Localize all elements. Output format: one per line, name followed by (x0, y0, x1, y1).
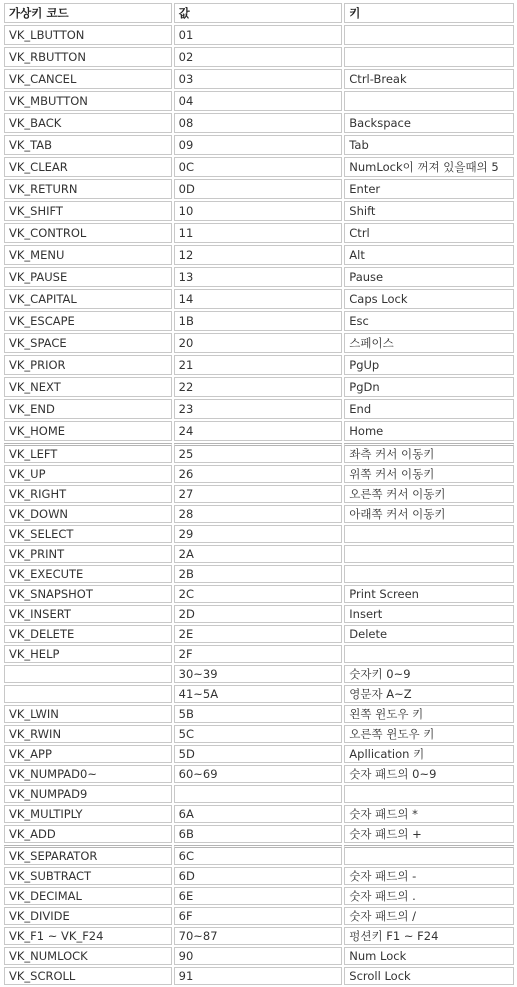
cell-key: PgDn (344, 377, 514, 397)
cell-value: 6F (174, 907, 343, 925)
cell-value: 2B (174, 565, 343, 583)
cell-value: 2F (174, 645, 343, 663)
cell-key: 숫자 패드의 . (344, 887, 514, 905)
cell-key: 숫자 패드의 / (344, 907, 514, 925)
cell-key (344, 565, 514, 583)
cell-value: 2C (174, 585, 343, 603)
table-row (4, 685, 514, 703)
table-row (4, 289, 514, 309)
table-row (4, 947, 514, 965)
table-row (4, 887, 514, 905)
header-value: 값 (174, 3, 343, 23)
cell-value: 30~39 (174, 665, 343, 683)
table-row (4, 355, 514, 375)
cell-virtual-key-code: VK_MBUTTON (4, 91, 172, 111)
cell-key: Apllication 키 (344, 745, 514, 763)
cell-virtual-key-code: VK_APP (4, 745, 172, 763)
cell-key: 펑션키 F1 ~ F24 (344, 927, 514, 945)
cell-key (344, 645, 514, 663)
cell-key: Backspace (344, 113, 514, 133)
virtual-key-table (2, 1, 516, 987)
cell-key: 스페이스 (344, 333, 514, 353)
table-row (4, 333, 514, 353)
table-row (4, 525, 514, 543)
cell-virtual-key-code: VK_EXECUTE (4, 565, 172, 583)
cell-virtual-key-code: VK_F1 ~ VK_F24 (4, 927, 172, 945)
cell-virtual-key-code: VK_SHIFT (4, 201, 172, 221)
cell-key: Print Screen (344, 585, 514, 603)
cell-virtual-key-code: VK_SELECT (4, 525, 172, 543)
cell-key (344, 25, 514, 45)
cell-key (344, 525, 514, 543)
cell-value: 0D (174, 179, 343, 199)
cell-value: 60~69 (174, 765, 343, 783)
cell-virtual-key-code: VK_SEPARATOR (4, 845, 172, 865)
cell-virtual-key-code (4, 685, 172, 703)
cell-value: 01 (174, 25, 343, 45)
table-row (4, 91, 514, 111)
cell-value: 12 (174, 245, 343, 265)
cell-key: 영문자 A~Z (344, 685, 514, 703)
cell-value: 22 (174, 377, 343, 397)
cell-key: Pause (344, 267, 514, 287)
cell-key: Caps Lock (344, 289, 514, 309)
cell-virtual-key-code: VK_CLEAR (4, 157, 172, 177)
cell-value: 23 (174, 399, 343, 419)
cell-value: 03 (174, 69, 343, 89)
cell-virtual-key-code: VK_RIGHT (4, 485, 172, 503)
cell-virtual-key-code: VK_SUBTRACT (4, 867, 172, 885)
table-row (4, 267, 514, 287)
cell-virtual-key-code: VK_NUMPAD0~ (4, 765, 172, 783)
cell-value: 6D (174, 867, 343, 885)
cell-key: Scroll Lock (344, 967, 514, 985)
table-row (4, 399, 514, 419)
cell-value: 6A (174, 805, 343, 823)
cell-value: 90 (174, 947, 343, 965)
cell-virtual-key-code: VK_CANCEL (4, 69, 172, 89)
table-row (4, 465, 514, 483)
cell-value: 70~87 (174, 927, 343, 945)
table-row (4, 785, 514, 803)
cell-value: 6E (174, 887, 343, 905)
cell-value: 25 (174, 443, 343, 463)
cell-key (344, 845, 514, 865)
cell-virtual-key-code: VK_PAUSE (4, 267, 172, 287)
cell-value: 0C (174, 157, 343, 177)
cell-key: 위쪽 커서 이동키 (344, 465, 514, 483)
cell-value (174, 785, 343, 803)
cell-key: 아래쪽 커서 이동키 (344, 505, 514, 523)
cell-virtual-key-code: VK_NUMPAD9 (4, 785, 172, 803)
cell-virtual-key-code: VK_NEXT (4, 377, 172, 397)
cell-key: Shift (344, 201, 514, 221)
table-row (4, 765, 514, 783)
table-body (4, 25, 514, 985)
table-row (4, 443, 514, 463)
table-row (4, 157, 514, 177)
cell-key: 숫자키 0~9 (344, 665, 514, 683)
cell-virtual-key-code: VK_RWIN (4, 725, 172, 743)
cell-key: Enter (344, 179, 514, 199)
cell-value: 5D (174, 745, 343, 763)
cell-key: NumLock이 꺼져 있을때의 5 (344, 157, 514, 177)
table-row (4, 645, 514, 663)
cell-key (344, 91, 514, 111)
cell-value: 21 (174, 355, 343, 375)
cell-virtual-key-code: VK_INSERT (4, 605, 172, 623)
cell-key: 좌측 커서 이동키 (344, 443, 514, 463)
cell-key: Alt (344, 245, 514, 265)
cell-virtual-key-code: VK_MULTIPLY (4, 805, 172, 823)
table-row (4, 47, 514, 67)
cell-key: Tab (344, 135, 514, 155)
header-virtual-key-code: 가상키 코드 (4, 3, 172, 23)
cell-value: 10 (174, 201, 343, 221)
cell-virtual-key-code: VK_PRIOR (4, 355, 172, 375)
cell-value: 08 (174, 113, 343, 133)
table-row (4, 223, 514, 243)
cell-value: 2E (174, 625, 343, 643)
cell-key: PgUp (344, 355, 514, 375)
cell-key (344, 47, 514, 67)
table-row (4, 825, 514, 843)
cell-virtual-key-code: VK_HOME (4, 421, 172, 441)
cell-virtual-key-code: VK_LBUTTON (4, 25, 172, 45)
table-row (4, 805, 514, 823)
cell-value: 2A (174, 545, 343, 563)
cell-value: 6C (174, 845, 343, 865)
cell-value: 1B (174, 311, 343, 331)
table-row (4, 867, 514, 885)
cell-key: Delete (344, 625, 514, 643)
cell-virtual-key-code: VK_RETURN (4, 179, 172, 199)
cell-virtual-key-code: VK_ESCAPE (4, 311, 172, 331)
cell-key: Insert (344, 605, 514, 623)
cell-key: Ctrl (344, 223, 514, 243)
cell-value: 29 (174, 525, 343, 543)
cell-value: 27 (174, 485, 343, 503)
cell-virtual-key-code: VK_SPACE (4, 333, 172, 353)
cell-virtual-key-code: VK_LWIN (4, 705, 172, 723)
cell-key (344, 545, 514, 563)
table-row (4, 565, 514, 583)
table-row (4, 545, 514, 563)
table-row (4, 907, 514, 925)
table-row (4, 25, 514, 45)
cell-value: 02 (174, 47, 343, 67)
table-row (4, 179, 514, 199)
cell-value: 24 (174, 421, 343, 441)
cell-virtual-key-code: VK_SCROLL (4, 967, 172, 985)
table-row (4, 245, 514, 265)
table-row (4, 625, 514, 643)
cell-value: 09 (174, 135, 343, 155)
cell-virtual-key-code: VK_CONTROL (4, 223, 172, 243)
cell-virtual-key-code: VK_DIVIDE (4, 907, 172, 925)
cell-virtual-key-code: VK_BACK (4, 113, 172, 133)
cell-virtual-key-code: VK_DECIMAL (4, 887, 172, 905)
cell-virtual-key-code: VK_END (4, 399, 172, 419)
table-row (4, 745, 514, 763)
cell-key: 오른쪽 커서 이동키 (344, 485, 514, 503)
cell-key (344, 785, 514, 803)
table-row (4, 505, 514, 523)
cell-key: 숫자 패드의 - (344, 867, 514, 885)
cell-value: 04 (174, 91, 343, 111)
cell-key: 왼쪽 윈도우 키 (344, 705, 514, 723)
cell-key: Esc (344, 311, 514, 331)
cell-key: 숫자 패드의 * (344, 805, 514, 823)
table-row (4, 967, 514, 985)
cell-virtual-key-code: VK_HELP (4, 645, 172, 663)
virtual-key-table-container (2, 1, 516, 987)
cell-virtual-key-code: VK_ADD (4, 825, 172, 843)
cell-value: 5B (174, 705, 343, 723)
cell-virtual-key-code (4, 665, 172, 683)
table-row (4, 845, 514, 865)
cell-virtual-key-code: VK_LEFT (4, 443, 172, 463)
cell-key: Ctrl-Break (344, 69, 514, 89)
cell-key: Num Lock (344, 947, 514, 965)
cell-virtual-key-code: VK_NUMLOCK (4, 947, 172, 965)
cell-virtual-key-code: VK_UP (4, 465, 172, 483)
cell-virtual-key-code: VK_RBUTTON (4, 47, 172, 67)
table-row (4, 135, 514, 155)
cell-virtual-key-code: VK_MENU (4, 245, 172, 265)
cell-key: 숫자 패드의 0~9 (344, 765, 514, 783)
cell-virtual-key-code: VK_TAB (4, 135, 172, 155)
cell-value: 13 (174, 267, 343, 287)
cell-value: 28 (174, 505, 343, 523)
table-row (4, 485, 514, 503)
table-row (4, 705, 514, 723)
cell-value: 2D (174, 605, 343, 623)
cell-value: 11 (174, 223, 343, 243)
cell-value: 5C (174, 725, 343, 743)
cell-virtual-key-code: VK_CAPITAL (4, 289, 172, 309)
cell-value: 91 (174, 967, 343, 985)
cell-virtual-key-code: VK_DELETE (4, 625, 172, 643)
table-row (4, 421, 514, 441)
cell-value: 6B (174, 825, 343, 843)
cell-virtual-key-code: VK_SNAPSHOT (4, 585, 172, 603)
table-row (4, 113, 514, 133)
table-row (4, 585, 514, 603)
table-row (4, 377, 514, 397)
cell-key: Home (344, 421, 514, 441)
cell-virtual-key-code: VK_PRINT (4, 545, 172, 563)
cell-key: 오른쪽 윈도우 키 (344, 725, 514, 743)
cell-key: End (344, 399, 514, 419)
cell-key: 숫자 패드의 + (344, 825, 514, 843)
table-row (4, 69, 514, 89)
cell-value: 41~5A (174, 685, 343, 703)
cell-value: 26 (174, 465, 343, 483)
header-key: 키 (344, 3, 514, 23)
table-row (4, 201, 514, 221)
cell-value: 14 (174, 289, 343, 309)
table-row (4, 927, 514, 945)
table-row (4, 665, 514, 683)
table-row (4, 311, 514, 331)
cell-virtual-key-code: VK_DOWN (4, 505, 172, 523)
cell-value: 20 (174, 333, 343, 353)
table-header-row (4, 3, 514, 23)
table-row (4, 725, 514, 743)
table-row (4, 605, 514, 623)
